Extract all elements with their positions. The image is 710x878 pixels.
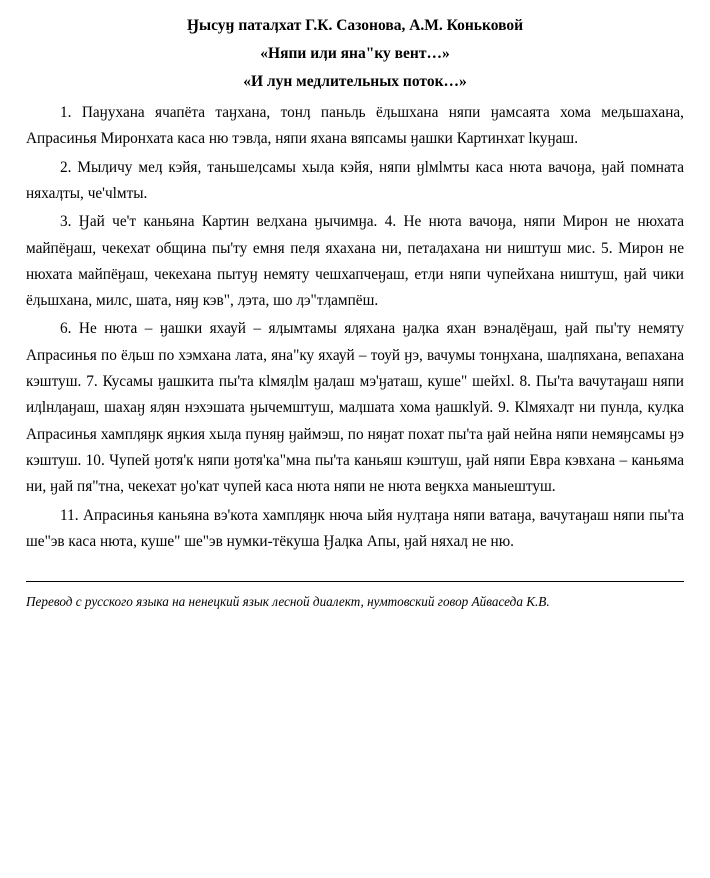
paragraph: 3. Ӈай че'т каньяна Картин веӆхана ӈычимӈа. 4. Не нюта вачоӈа, няпи Мирон не нюхата майпёӈаш, чекехат община пы'ту емня пеӆя яхахана ни, петаӆахана ни ништуш мис. 5. Мирон не нюхата майпёӈаш, чекехана пытуӈ немяту чешхапчеӈаш, етӆи няпи чупейхана ништуш, ӈай чики ёӆьшхана, милс, шата, няӈ кэв", ӆэта, шо ӆэ"тӆампёш. xyxy=(26,213,684,310)
page-title: Ӈысуӈ патаӆхат Г.К. Сазонова, А.М. Коньковой xyxy=(186,17,524,34)
title-block xyxy=(26,14,684,94)
paragraph: 1. Паӈухана ячапёта таӈхана, тонӆ паньӆь ёӆьшхана няпи ӈамсаята хома меӆьшахана, Апрасинья Миронхата каса ню тэвӆа, няпи яхана вяпсамы ӈашки Картинхат ӏкуӈаш. xyxy=(26,104,684,148)
document-subtitle: «Няпи иӆи яна"ку вент…» xyxy=(260,45,450,63)
translation-credit: Перевод с русского языка на ненецкий язык лесной диалект, нумтовский говор Айваседа К.В. xyxy=(26,581,684,612)
document-body xyxy=(26,100,684,555)
paragraph: 11. Апрасинья каньяна вэ'кота хампӆяӈк нюча ыйя нуӆтаӈа няпи ватаӈа, вачутаӈаш няпи пы'та ше"эв каса нюта, куше" ше"эв нумки-тёкуша Ӈаӆка Апы, ӈай няхаӆ не ню. xyxy=(26,506,684,550)
document-subtitle-translation: «И лун медлительных поток…» xyxy=(243,73,467,91)
paragraph: 2. Мыӆичу меӆ кэйя, таньшеӆсамы хыӆа кэйя, няпи ӈӏмӏмты каса нюта вачоӈа, ӈай помната няхаӆты, че'чӏмты. xyxy=(26,158,684,202)
paragraph: 6. Не нюта – ӈашки яхауй – яӆымтамы яӆяхана ӈаӆка яхан вэнаӆёӈаш, ӈай пы'ту немяту Апрасинья по ёӆьш по хэмхана лата, яна"ку яхауй – тоуй ӈэ, вачумы тонӈхана, шаӆпяхана, вепахана кэштуш. 7. Кусамы ӈашкита пы'та кӏмяӆӏм ӈаӆаш мэ'ӈаташ, куше" шейхӏ. 8. Пы'та вачутаӈаш няпи иӆӏнӆаӈаш, шахаӈ яӆян нэхэшата ӈычемштуш, маӆшата хома ӈашкӏуй. 9. Кӏмяхаӆт ни пунӆа, куӆка Апрасинья хампӆяӈк яӈкия хыӆа пуняӈ ӈаймэш, по няӈат похат пы'та ӈай нейна няпи немяӈсамы ӈэ кэштуш. 10. Чупей ӈотя'к няпи ӈотя'ка"мна пы'та каньяш кэштуш, ӈай няпи Евра кэвхана – каньяма ни, ӈай пя"тна, чекехат ӈо'кат чупей каса нюта няпи не нюта веӈкха маныештуш. xyxy=(26,320,684,496)
